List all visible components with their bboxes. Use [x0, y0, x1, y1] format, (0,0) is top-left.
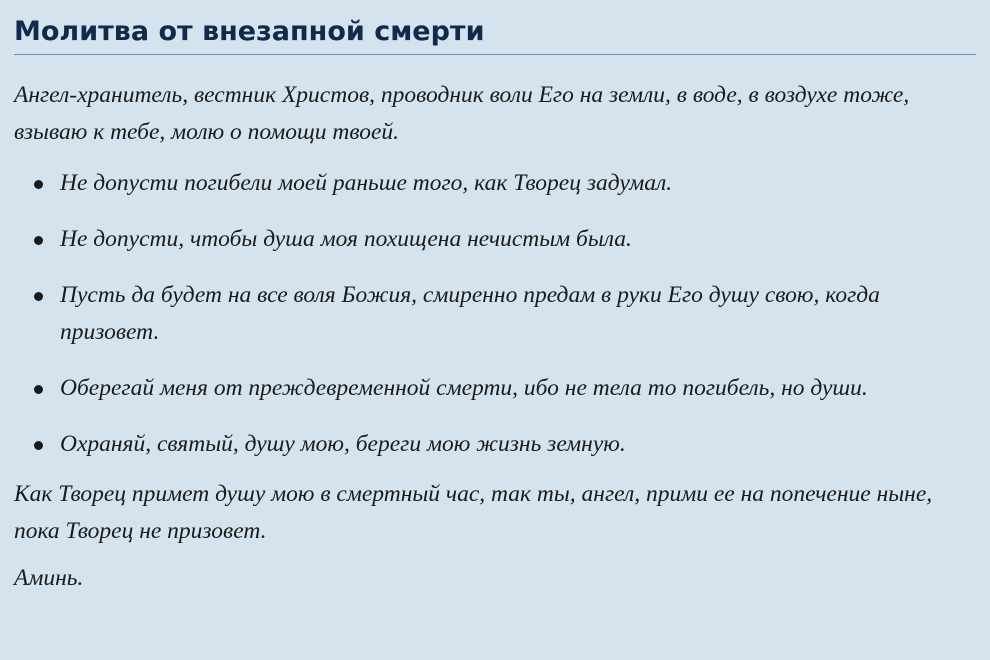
bullet-icon [34, 441, 43, 450]
bullet-icon [34, 385, 43, 394]
list-item [14, 165, 976, 202]
list-item-text: Оберегай меня от преждевременной смерти, ибо не тела то погибель, но души. [60, 375, 868, 401]
list-item [14, 277, 976, 351]
bullet-icon [34, 236, 43, 245]
intro-paragraph: Ангел-хранитель, вестник Христов, проводник воли Его на земли, в воде, в воздухе тоже, взываю к тебе, молю о помощи твоей. [14, 82, 910, 145]
bullet-icon [34, 292, 43, 301]
list-item [14, 370, 976, 407]
list-item-text: Не допусти погибели моей раньше того, как Творец задумал. [60, 170, 673, 196]
list-item [14, 426, 976, 463]
list-item [14, 221, 976, 258]
list-item-text: Пусть да будет на все воля Божия, смиренно предам в руки Его душу свою, когда призовет. [60, 282, 880, 345]
list-item-text: Охраняй, святый, душу мою, береги мою жизнь земную. [60, 431, 626, 457]
list-item-text: Не допусти, чтобы душа моя похищена нечистым была. [60, 226, 632, 252]
page-title: Молитва от внезапной смерти [14, 14, 976, 55]
petition-list [14, 165, 976, 463]
amen-text: Аминь. [14, 565, 84, 591]
closing-paragraph: Как Творец примет душу мою в смертный час, так ты, ангел, прими ее на попечение ныне, пока Творец не призовет. [14, 481, 933, 544]
bullet-icon [34, 180, 43, 189]
